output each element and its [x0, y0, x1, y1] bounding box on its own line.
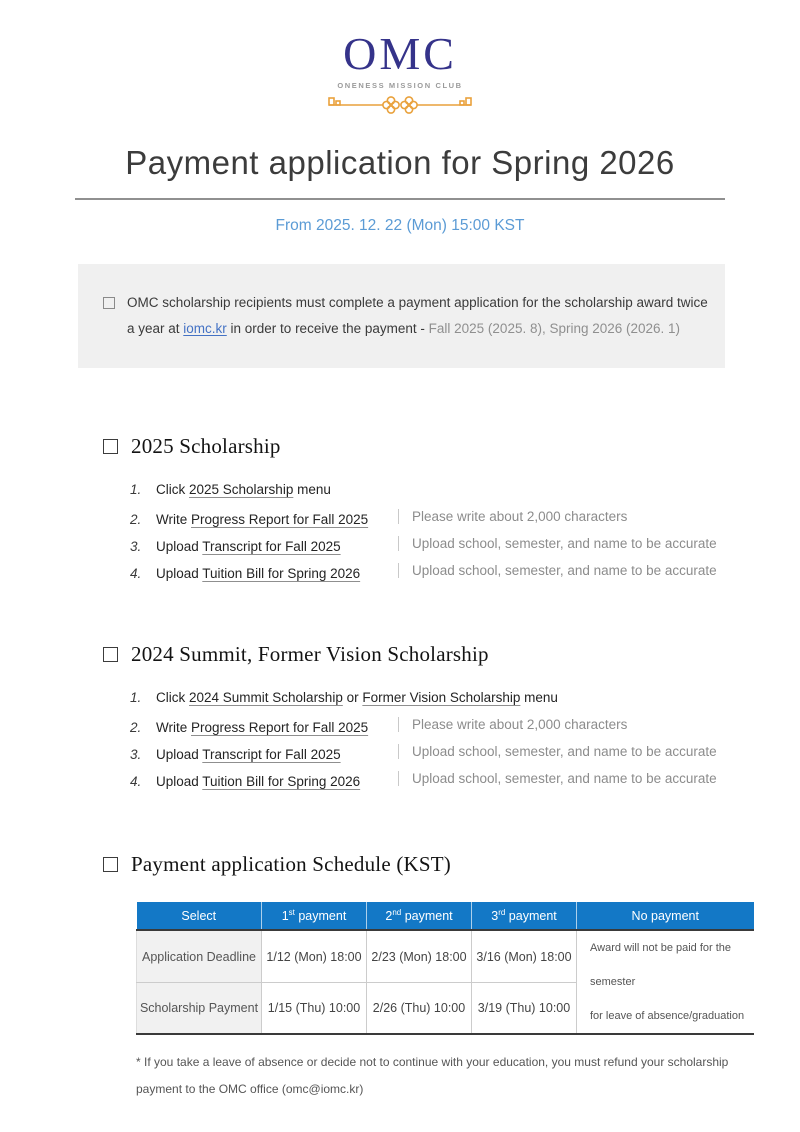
- row-label-scholarship-payment: Scholarship Payment: [137, 982, 262, 1034]
- section-2025-scholarship: [103, 434, 800, 582]
- instruction-list: [130, 690, 800, 790]
- col-select: Select: [137, 902, 262, 930]
- section-heading: [103, 434, 800, 459]
- item-note: Upload school, semester, and name to be accurate: [398, 744, 717, 759]
- checkbox-icon: [103, 647, 118, 662]
- menu-link-text: Progress Report for Fall 2025: [191, 512, 369, 528]
- checkbox-icon: [103, 857, 118, 872]
- note-divider: [398, 563, 399, 578]
- title-divider: [75, 198, 725, 200]
- payment-2nd: 2/26 (Thu) 10:00: [367, 982, 472, 1034]
- item-text: Click 2024 Summit Scholarship or Former Vision Scholarship menu: [156, 690, 558, 706]
- table-row: [137, 930, 754, 982]
- section-title: 2025 Scholarship: [131, 434, 281, 459]
- list-item: [130, 771, 800, 790]
- item-note: Upload school, semester, and name to be accurate: [398, 771, 717, 786]
- menu-link-text: Tuition Bill for Spring 2026: [202, 566, 361, 582]
- notice-line1: OMC scholarship recipients must complete a payment application for the scholarship award twice: [127, 295, 708, 311]
- item-number: 3.: [130, 539, 142, 555]
- item-note: Upload school, semester, and name to be accurate: [398, 536, 717, 551]
- logo-subtext: ONENESS MISSION CLUB: [337, 81, 463, 91]
- section-2024-summit-former-vision: [103, 642, 800, 790]
- no-payment-note: Award will not be paid for the semester for leave of absence/graduation: [577, 930, 754, 1034]
- deadline-3rd: 3/16 (Mon) 18:00: [472, 930, 577, 982]
- item-text: Upload Tuition Bill for Spring 2026: [156, 774, 361, 790]
- list-item: [130, 563, 800, 582]
- list-item: [130, 482, 800, 497]
- note-divider: [398, 536, 399, 551]
- item-number: 3.: [130, 747, 142, 763]
- section-title: Payment application Schedule (KST): [131, 852, 451, 877]
- item-note: Please write about 2,000 characters: [398, 717, 627, 732]
- item-text: Write Progress Report for Fall 2025: [156, 512, 369, 528]
- row-label-application-deadline: Application Deadline: [137, 930, 262, 982]
- list-item: [130, 536, 800, 555]
- item-text: Click 2025 Scholarship menu: [156, 482, 331, 498]
- deadline-2nd: 2/23 (Mon) 18:00: [367, 930, 472, 982]
- list-item: [130, 509, 800, 528]
- notice-line2-mid: in order to receive the payment -: [226, 321, 429, 337]
- list-item: [130, 744, 800, 763]
- notice-line2-pre: a year at: [127, 321, 184, 337]
- menu-link-text: 2025 Scholarship: [189, 482, 294, 498]
- notice-line2-muted: Fall 2025 (2025. 8), Spring 2026 (2026. 1): [428, 321, 681, 337]
- schedule-table: [136, 902, 754, 1035]
- menu-link-text: 2024 Summit Scholarship: [189, 690, 343, 706]
- item-number: 4.: [130, 566, 142, 582]
- menu-link-text: Transcript for Fall 2025: [202, 539, 341, 555]
- refund-footnote: * If you take a leave of absence or decide not to continue with your education, you must refund your scholarship payment to the OMC office (omc@iomc.kr): [136, 1055, 729, 1097]
- col-1st-payment: 1st payment: [262, 902, 367, 930]
- item-note: Upload school, semester, and name to be accurate: [398, 563, 717, 578]
- col-2nd-payment: 2nd payment: [367, 902, 472, 930]
- checkbox-icon: [103, 297, 115, 309]
- list-item: [130, 690, 800, 705]
- key-ornament-icon: [0, 93, 800, 122]
- col-3rd-payment: 3rd payment: [472, 902, 577, 930]
- section-title: 2024 Summit, Former Vision Scholarship: [131, 642, 489, 667]
- item-text: Upload Transcript for Fall 2025: [156, 539, 341, 555]
- section-heading: [103, 642, 800, 667]
- menu-link-text: Progress Report for Fall 2025: [191, 720, 369, 736]
- section-payment-schedule: [103, 852, 800, 1103]
- payment-3rd: 3/19 (Thu) 10:00: [472, 982, 577, 1034]
- item-number: 4.: [130, 774, 142, 790]
- logo-text: OMC: [343, 28, 457, 79]
- notice-box: [78, 264, 725, 368]
- note-divider: [398, 744, 399, 759]
- checkbox-icon: [103, 439, 118, 454]
- table-header-row: [137, 902, 754, 930]
- item-number: 1.: [130, 690, 142, 706]
- menu-link-text: Former Vision Scholarship: [362, 690, 521, 706]
- item-number: 2.: [130, 720, 142, 736]
- item-text: Upload Transcript for Fall 2025: [156, 747, 341, 763]
- notice-text: [127, 290, 708, 342]
- note-divider: [398, 771, 399, 786]
- item-number: 2.: [130, 512, 142, 528]
- list-item: [130, 717, 800, 736]
- col-no-payment: No payment: [577, 902, 754, 930]
- open-date-subtitle: From 2025. 12. 22 (Mon) 15:00 KST: [275, 217, 525, 235]
- instruction-list: [130, 482, 800, 582]
- note-divider: [398, 509, 399, 524]
- item-text: Write Progress Report for Fall 2025: [156, 720, 369, 736]
- section-heading: [103, 852, 800, 877]
- menu-link-text: Transcript for Fall 2025: [202, 747, 341, 763]
- logo: [0, 0, 800, 122]
- menu-link-text: Tuition Bill for Spring 2026: [202, 774, 361, 790]
- deadline-1st: 1/12 (Mon) 18:00: [262, 930, 367, 982]
- item-number: 1.: [130, 482, 142, 498]
- payment-1st: 1/15 (Thu) 10:00: [262, 982, 367, 1034]
- page-title: Payment application for Spring 2026: [125, 144, 675, 182]
- item-text: Upload Tuition Bill for Spring 2026: [156, 566, 361, 582]
- iomc-link[interactable]: iomc.kr: [183, 321, 227, 337]
- item-note: Please write about 2,000 characters: [398, 509, 627, 524]
- note-divider: [398, 717, 399, 732]
